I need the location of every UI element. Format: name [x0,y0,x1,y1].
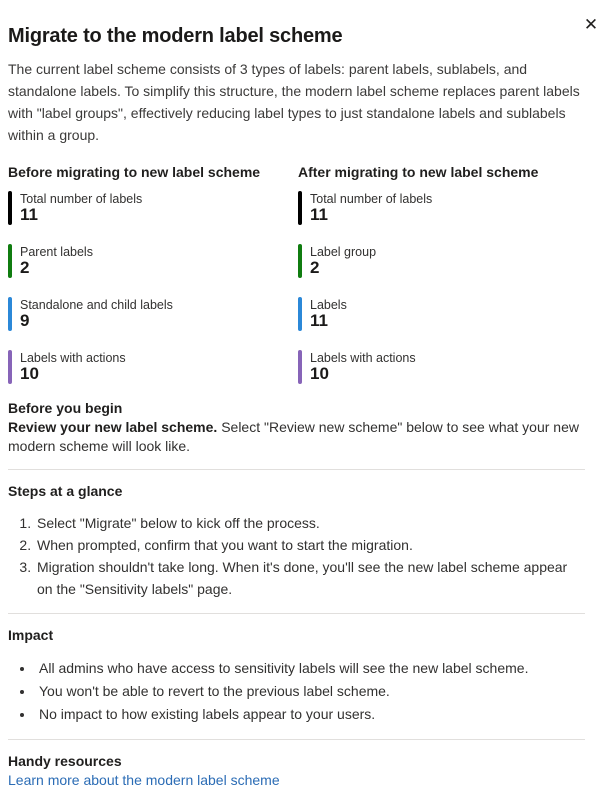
migrate-label-scheme-dialog [0,15,601,808]
dialog-panel [0,25,601,788]
stat-labels-with-actions-before [8,350,298,384]
stat-label: Labels with actions [310,351,416,365]
before-you-begin-text [8,418,585,456]
stat-bar [298,297,302,331]
before-you-begin-section [8,400,585,456]
stat-bar [8,350,12,384]
stat-label: Labels [310,298,347,312]
page-title: Migrate to the modern label scheme [8,25,343,47]
steps-heading: Steps at a glance [8,483,123,499]
step-item-3: 3. Migration shouldn't take long. When it's done, you'll see the new label scheme appear on the "Sensitivity labels" page. [35,556,585,600]
stat-value: 2 [20,258,30,277]
resources-heading: Handy resources [8,753,122,769]
before-column-heading: Before migrating to new label scheme [8,164,261,180]
stat-value: 11 [310,205,328,224]
stat-bar [8,244,12,278]
stat-labels [298,297,585,331]
stat-bar [298,244,302,278]
stat-standalone-child-labels [8,297,298,331]
stat-label-group [298,244,585,278]
stat-bar [8,191,12,225]
stat-value: 11 [20,205,38,224]
stat-total-after [298,191,585,225]
close-icon[interactable]: ✕ [583,15,599,34]
steps-list [8,512,585,600]
stat-bar [298,350,302,384]
intro-text: The current label scheme consists of 3 types of labels: parent labels, sublabels, and standalone labels. To simplify this structure, the modern label scheme replaces parent labels with "label groups", effectively reducing label types to just standalone labels and sublabels within a group. [8,61,580,143]
stat-value: 11 [310,311,328,330]
step-item-2: 2. When prompted, confirm that you want to start the migration. [35,534,585,556]
stat-labels-with-actions-after [298,350,585,384]
impact-item-2: • You won't be able to revert to the previous label scheme. [35,681,585,702]
stat-value: 9 [20,311,30,330]
stat-value: 2 [310,258,320,277]
stat-total-before [8,191,298,225]
stat-label: Labels with actions [20,351,126,365]
impact-list [8,658,585,725]
stat-label: Label group [310,245,377,259]
after-column [298,164,585,384]
before-column [8,164,298,384]
before-you-begin-heading: Before you begin [8,400,123,416]
impact-section [8,627,585,725]
review-scheme-rest: Select "Review new scheme" below to see what your new modern scheme will look like. [8,419,579,454]
stat-value: 10 [310,364,329,383]
steps-section [8,483,585,600]
review-scheme-lead: Review your new label scheme. [8,419,218,435]
step-item-1: 1. Select "Migrate" below to kick off the process. [35,512,585,534]
divider [8,613,585,614]
stat-label: Parent labels [20,245,93,259]
stat-label: Total number of labels [310,192,433,206]
comparison-columns [8,164,585,384]
stat-label: Total number of labels [20,192,143,206]
impact-item-3: • No impact to how existing labels appear to your users. [35,704,585,725]
stat-label: Standalone and child labels [20,298,173,312]
stat-value: 10 [20,364,39,383]
stat-parent-labels [8,244,298,278]
divider [8,469,585,470]
after-column-heading: After migrating to new label scheme [298,164,539,180]
impact-item-1: • All admins who have access to sensitivity labels will see the new label scheme. [35,658,585,679]
impact-heading: Impact [8,627,54,643]
divider [8,739,585,740]
learn-more-link[interactable]: Learn more about the modern label scheme [8,772,280,788]
stat-bar [8,297,12,331]
stat-bar [298,191,302,225]
